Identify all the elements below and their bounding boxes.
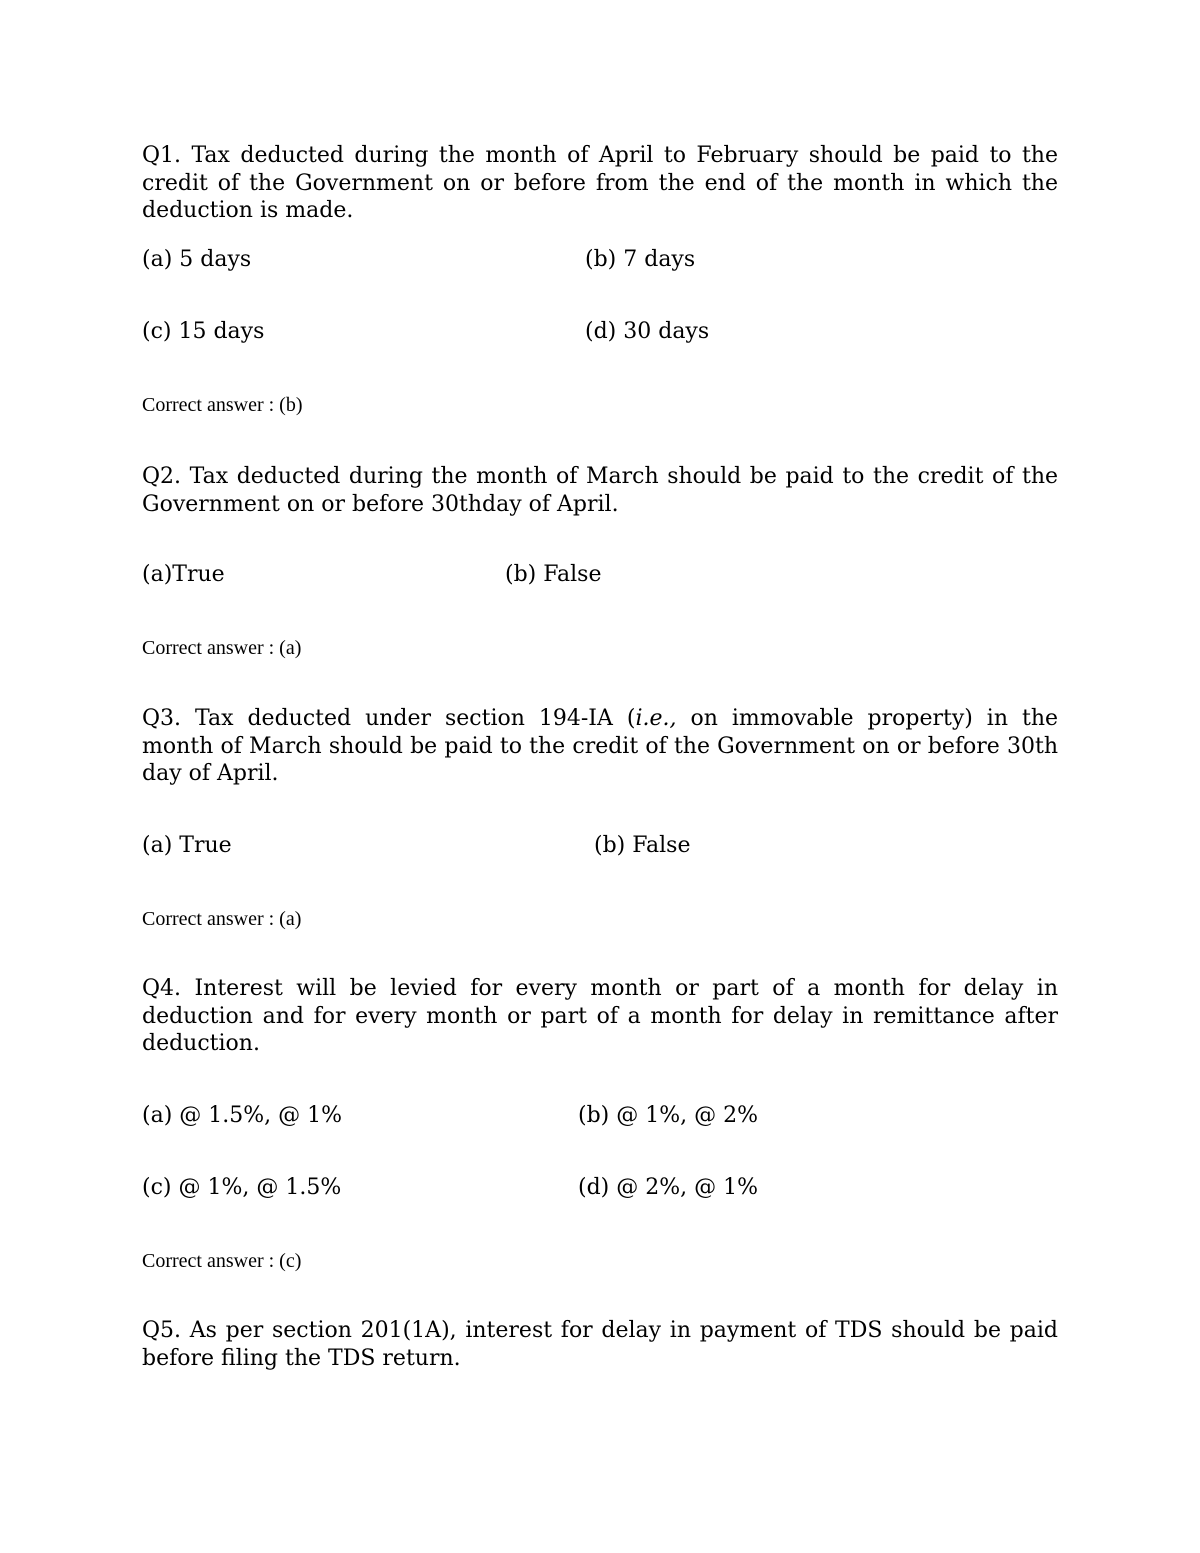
- option-d: (d) @ 2%, @ 1%: [578, 1175, 759, 1200]
- option-a: (a) True: [142, 833, 232, 858]
- correct-answer: [142, 393, 303, 417]
- question-4: [142, 975, 1058, 1058]
- answer-value: (b): [279, 394, 303, 416]
- question-text: Tax deducted during the month of March should be paid to the credit of the Government on or before 30thday of April.: [142, 464, 1059, 517]
- question-number: Q4.: [142, 976, 182, 1001]
- question-text-italic: i.e.,: [635, 706, 677, 731]
- option-b: (b) False: [505, 562, 602, 587]
- question-1: [142, 142, 1058, 225]
- question-text: Interest will be levied for every month or part of a month for delay in deduction and for every month or part of a month for delay in remittance after deduction.: [142, 976, 1058, 1056]
- answer-label: Correct answer :: [142, 908, 275, 930]
- question-number: Q1.: [142, 143, 182, 168]
- answer-value: (a): [279, 637, 302, 659]
- question-text: Tax deducted during the month of April to February should be paid to the credit of the Government on or before from the end of the month in which the deduction is made.: [142, 143, 1058, 223]
- answer-label: Correct answer :: [142, 1250, 275, 1272]
- correct-answer: [142, 907, 301, 931]
- question-text-end: on immovable property) in the month of March should be paid to the credit of the Government on or before 30th day of April.: [142, 706, 1059, 786]
- question-number: Q5.: [142, 1318, 182, 1343]
- option-a: (a) 5 days: [142, 247, 252, 272]
- answer-label: Correct answer :: [142, 637, 275, 659]
- option-b: (b) False: [594, 833, 691, 858]
- option-d: (d) 30 days: [585, 319, 710, 344]
- option-b: (b) @ 1%, @ 2%: [578, 1103, 759, 1128]
- question-number: Q3.: [142, 706, 182, 731]
- option-a: (a)True: [142, 562, 225, 587]
- option-a: (a) @ 1.5%, @ 1%: [142, 1103, 343, 1128]
- question-3: [142, 705, 1058, 788]
- question-text-start: Tax deducted under section 194-IA (: [195, 706, 636, 731]
- answer-value: (a): [279, 908, 302, 930]
- option-b: (b) 7 days: [585, 247, 696, 272]
- option-c: (c) @ 1%, @ 1.5%: [142, 1175, 342, 1200]
- question-2: [142, 463, 1058, 518]
- option-c: (c) 15 days: [142, 319, 265, 344]
- question-text: As per section 201(1A), interest for delay in payment of TDS should be paid before filing the TDS return.: [142, 1318, 1058, 1371]
- question-number: Q2.: [142, 464, 182, 489]
- answer-value: (c): [279, 1250, 302, 1272]
- answer-label: Correct answer :: [142, 394, 275, 416]
- correct-answer: [142, 1249, 301, 1273]
- question-5: [142, 1317, 1058, 1372]
- correct-answer: [142, 636, 301, 660]
